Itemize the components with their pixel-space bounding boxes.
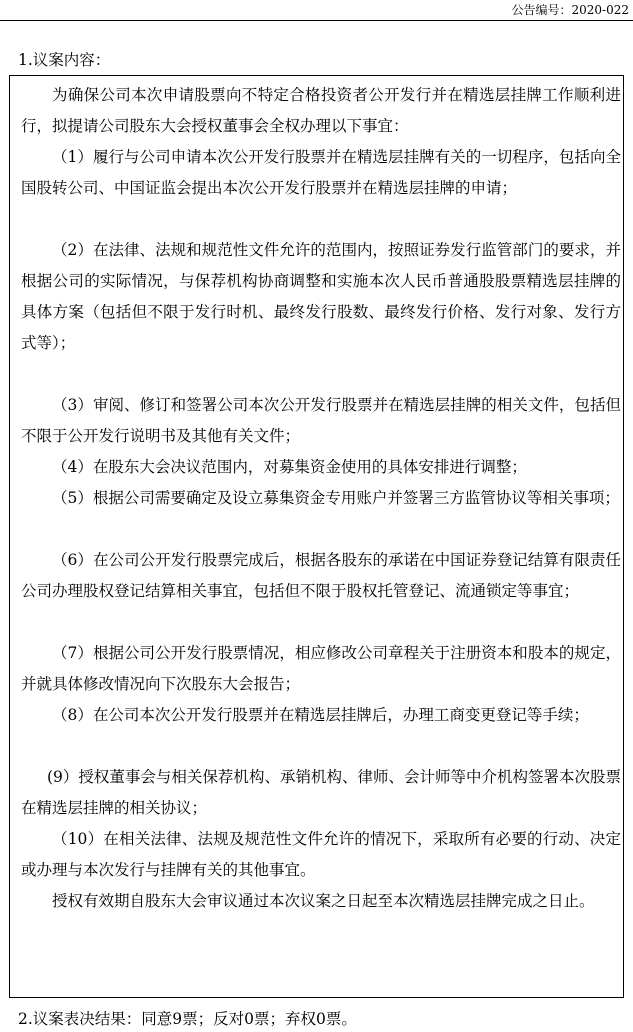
intro-paragraph: 为确保公司本次申请股票向不特定合格投资者公开发行并在精选层挂牌工作顺利进行，拟提请公司股东大会授权董事会全权办理以下事宜： xyxy=(21,86,621,135)
proposal-content-box xyxy=(9,75,624,998)
validity-paragraph: 授权有效期自股东大会审议通过本次议案之日起至本次精选层挂牌完成之日止。 xyxy=(52,892,595,910)
authorization-item-1: （1）履行与公司申请本次公开发行股票并在精选层挂牌有关的一切程序，包括向全国股转公司、中国证监会提出本次公开发行股票并在精选层挂牌的申请； xyxy=(21,148,621,197)
authorization-item-6: （6）在公司公开发行股票完成后，根据各股东的承诺在中国证券登记结算有限责任公司办理股权登记结算相关事宜，包括但不限于股权托管登记、流通锁定等事宜； xyxy=(21,551,621,600)
announcement-number: 公告编号：2020-022 xyxy=(511,3,629,17)
section-heading-vote-result: 2.议案表决结果：同意9票；反对0票；弃权0票。 xyxy=(18,1010,357,1028)
authorization-item-2: （2）在法律、法规和规范性文件允许的范围内，按照证券发行监管部门的要求，并根据公司的实际情况，与保荐机构协商调整和实施本次人民币普通股股票精选层挂牌的具体方案（包括但不限于发行时机、最终发行股数、最终发行价格、发行对象、发行方式等）； xyxy=(21,241,621,352)
authorization-item-10: （10）在相关法律、法规及规范性文件允许的情况下，采取所有必要的行动、决定或办理与本次发行与挂牌有关的其他事宜。 xyxy=(21,830,621,879)
section-heading-proposal-content: 1.议案内容： xyxy=(18,51,111,69)
authorization-item-9: (9）授权董事会与相关保荐机构、承销机构、律师、会计师等中介机构签署本次股票在精选层挂牌的相关协议； xyxy=(21,768,621,817)
authorization-item-7: （7）根据公司公开发行股票情况，相应修改公司章程关于注册资本和股本的规定，并就具体修改情况向下次股东大会报告； xyxy=(21,644,621,693)
page-header xyxy=(0,0,633,21)
authorization-item-3: （3）审阅、修订和签署公司本次公开发行股票并在精选层挂牌的相关文件，包括但不限于公开发行说明书及其他有关文件； xyxy=(21,396,621,445)
authorization-item-8: （8）在公司本次公开发行股票并在精选层挂牌后，办理工商变更登记等手续； xyxy=(52,706,589,724)
authorization-item-5: （5）根据公司需要确定及设立募集资金专用账户并签署三方监管协议等相关事项； xyxy=(52,489,620,507)
authorization-item-4: （4）在股东大会决议范围内，对募集资金使用的具体安排进行调整； xyxy=(52,458,527,476)
